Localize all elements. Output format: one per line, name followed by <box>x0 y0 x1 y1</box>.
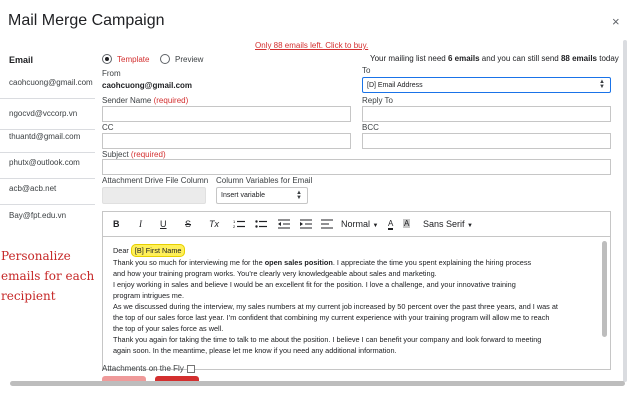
select-arrows-icon: ▲ ▼ <box>599 79 605 90</box>
body-line <box>113 258 531 267</box>
font-family-value: Sans Serif <box>423 219 465 229</box>
sender-name-label-text: Sender Name <box>102 96 152 105</box>
reply-to-label: Reply To <box>362 96 393 105</box>
dialog-scrollbar[interactable] <box>623 40 627 382</box>
close-icon[interactable]: × <box>612 14 620 29</box>
italic-button[interactable]: I <box>139 219 142 229</box>
first-name-variable-chip[interactable]: [B] First Name <box>131 244 186 257</box>
reply-to-input[interactable] <box>362 106 611 122</box>
attachments-label: Attachments on the Fly <box>102 364 184 373</box>
body-line: I enjoy working in sales and believe I would be an excellent fit for the position. I love a challenge, and your innovative training <box>113 280 516 289</box>
editor-toolbar <box>103 212 610 237</box>
buy-more-link[interactable]: Only 88 emails left. Click to buy. <box>255 41 369 50</box>
bold-button[interactable]: B <box>113 219 120 229</box>
ordered-list-icon[interactable] <box>233 219 245 231</box>
body-text: Thank you so much for interviewing me for the <box>113 258 265 267</box>
underline-button[interactable]: U <box>160 219 167 229</box>
subject-label-text: Subject <box>102 150 129 159</box>
select-arrows-icon: ▲ ▼ <box>296 189 302 201</box>
sender-required: (required) <box>153 96 189 105</box>
preview-radio[interactable] <box>160 54 203 64</box>
text-color-icon[interactable]: A <box>388 219 394 228</box>
quota-left: 88 emails <box>560 54 597 63</box>
greeting-text: Dear <box>113 246 129 255</box>
editor-scroll-thumb[interactable] <box>602 241 607 337</box>
preview-label: Preview <box>175 54 204 64</box>
greeting-line <box>113 246 185 255</box>
font-size-value: Normal <box>341 219 371 229</box>
sender-name-input[interactable] <box>102 106 351 122</box>
insert-variable-value: Insert variable <box>221 192 265 199</box>
body-line: the top of your sales force as well. <box>113 324 224 333</box>
template-radio[interactable] <box>102 54 149 64</box>
to-select-value: [D] Email Address <box>367 81 423 89</box>
personalize-annotation: Personalize emails for each recipient <box>1 249 95 303</box>
attachment-drive-label: Attachment Drive File Column <box>102 176 209 185</box>
bcc-input[interactable] <box>362 133 611 149</box>
body-text: . I appreciate the time you spent explaining the hiring process <box>332 258 532 267</box>
attachments-on-the-fly <box>102 364 195 373</box>
font-size-select[interactable] <box>341 219 378 231</box>
font-family-select[interactable] <box>423 219 473 231</box>
body-line: As we discussed during the interview, my sales numbers at my current job increased by 50 percent over the past three years, and I was at <box>113 302 558 311</box>
cc-label: CC <box>102 123 114 132</box>
bcc-label: BCC <box>362 123 379 132</box>
recipient-email: acb@acb.net <box>9 184 57 193</box>
email-body-editor[interactable] <box>102 211 611 370</box>
recipient-item[interactable] <box>0 201 95 232</box>
dialog-title: Mail Merge Campaign <box>8 12 165 29</box>
insert-variable-select[interactable] <box>216 187 308 204</box>
horizontal-scrollbar[interactable] <box>10 381 625 386</box>
svg-text:2: 2 <box>233 224 236 229</box>
recipient-email: thuantd@gmail.com <box>9 132 81 141</box>
recipient-item[interactable] <box>0 68 95 99</box>
recipient-email: phutx@outlook.com <box>9 158 80 167</box>
recipient-email: ngocvd@vccorp.vn <box>9 109 78 118</box>
dropdown-arrow-icon: ▼ <box>372 223 379 229</box>
to-label: To <box>362 66 371 75</box>
to-select[interactable] <box>362 77 611 93</box>
recipient-email: Bay@fpt.edu.vn <box>9 211 67 220</box>
subject-label <box>102 150 166 159</box>
quota-middle: and you can still send <box>481 54 559 63</box>
highlight-color-icon[interactable]: A <box>404 219 410 228</box>
from-label: From <box>102 69 121 78</box>
body-line: and how your training program works. You’re clearly very knowledgeable about sales and marketing. <box>113 269 437 278</box>
email-column-header: Email <box>9 55 34 65</box>
indent-decrease-icon[interactable] <box>278 219 290 231</box>
quota-prefix: Your mailing list need <box>370 54 446 63</box>
dropdown-arrow-icon: ▼ <box>467 223 473 229</box>
indent-increase-icon[interactable] <box>300 219 312 231</box>
svg-text:1: 1 <box>233 219 236 224</box>
strike-button[interactable]: S <box>185 219 192 229</box>
quota-suffix: today <box>599 54 619 63</box>
body-line: program intrigues me. <box>113 291 184 300</box>
clear-format-button[interactable]: Tx <box>209 219 219 229</box>
column-variables-label: Column Variables for Email <box>216 176 313 185</box>
template-label: Template <box>117 54 150 64</box>
subject-required: (required) <box>130 150 166 159</box>
body-bold-text: open sales position <box>264 258 333 267</box>
from-value: caohcuong@gmail.com <box>102 81 193 90</box>
sender-name-label <box>102 96 188 105</box>
editor-content[interactable] <box>103 238 610 370</box>
radio-selected-icon <box>102 54 112 64</box>
subject-input[interactable] <box>102 159 611 175</box>
align-icon[interactable] <box>321 219 333 231</box>
body-line: again soon. In the meantime, please let me know if you need any additional information. <box>113 346 397 355</box>
body-line: Thank you again for taking the time to talk to me about the position. I believe I can benefit your company and look forward to meeting <box>113 335 542 344</box>
editor-scrollbar[interactable] <box>602 241 607 365</box>
recipient-email: caohcuong@gmail.com <box>9 78 93 87</box>
bullet-list-icon[interactable] <box>255 219 267 231</box>
quota-need: 6 emails <box>447 54 480 63</box>
attachment-column-select[interactable] <box>102 187 206 204</box>
cc-input[interactable] <box>102 133 351 149</box>
attachments-checkbox[interactable] <box>187 365 195 373</box>
body-line: the top of our sales force last year. I’m confident that combining my current experience with your training program will allow me to reach <box>113 313 550 322</box>
radio-unselected-icon <box>160 54 170 64</box>
quota-text <box>370 54 619 63</box>
